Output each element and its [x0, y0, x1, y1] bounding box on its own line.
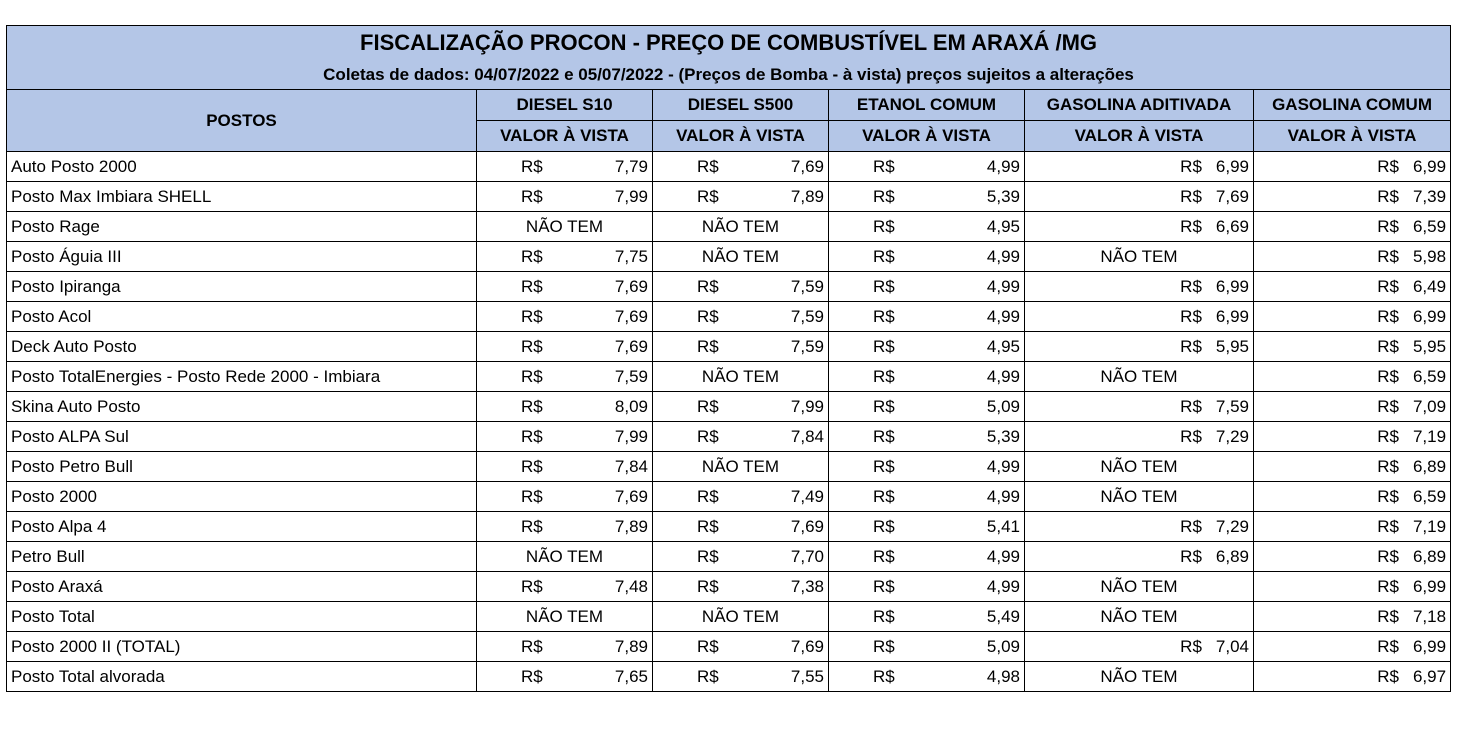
price-cell — [1254, 422, 1451, 452]
price-cell — [653, 662, 829, 692]
price-value: 7,69 — [790, 637, 824, 656]
header-postos: POSTOS — [7, 90, 477, 152]
price-cell: NÃO TEM — [477, 542, 653, 572]
price-value: 4,99 — [986, 547, 1020, 566]
station-name: Posto 2000 II (TOTAL) — [7, 632, 477, 662]
price-value: 6,59 — [1412, 487, 1447, 506]
currency-symbol: R$ — [697, 187, 719, 206]
price-cell — [653, 482, 829, 512]
station-name: Posto Alpa 4 — [7, 512, 477, 542]
price-value: 6,99 — [1215, 277, 1249, 296]
currency-symbol: R$ — [1377, 337, 1399, 356]
subheader-valor-a-vista: VALOR À VISTA — [1025, 121, 1254, 152]
price-cell — [829, 212, 1025, 242]
currency-symbol: R$ — [1377, 577, 1399, 596]
price-cell: NÃO TEM — [1025, 482, 1254, 512]
table-row — [7, 422, 1451, 452]
table-row — [7, 212, 1451, 242]
price-cell — [653, 422, 829, 452]
table-row — [7, 242, 1451, 272]
price-value: 7,59 — [1215, 397, 1249, 416]
station-name: Petro Bull — [7, 542, 477, 572]
price-value: 7,55 — [790, 667, 824, 686]
price-value: 7,18 — [1412, 607, 1447, 626]
price-value: 7,79 — [614, 157, 648, 176]
currency-symbol: R$ — [873, 487, 895, 506]
table-row — [7, 572, 1451, 602]
price-cell — [829, 452, 1025, 482]
currency-symbol: R$ — [521, 277, 543, 296]
price-value: 6,99 — [1412, 307, 1447, 326]
price-value: 4,99 — [986, 307, 1020, 326]
price-value: 7,75 — [614, 247, 648, 266]
table-row — [7, 332, 1451, 362]
price-value: 7,89 — [614, 517, 648, 536]
price-value: 4,99 — [986, 457, 1020, 476]
currency-symbol: R$ — [1180, 517, 1202, 536]
price-value: 7,29 — [1215, 427, 1249, 446]
currency-symbol: R$ — [521, 157, 543, 176]
price-cell — [1254, 632, 1451, 662]
price-value: 6,59 — [1412, 367, 1447, 386]
price-cell — [477, 572, 653, 602]
station-name: Posto Águia III — [7, 242, 477, 272]
currency-symbol: R$ — [697, 547, 719, 566]
currency-symbol: R$ — [521, 457, 543, 476]
price-cell — [1254, 332, 1451, 362]
price-cell — [1254, 482, 1451, 512]
price-cell — [477, 152, 653, 182]
currency-symbol: R$ — [873, 397, 895, 416]
price-value: 7,38 — [790, 577, 824, 596]
price-value: 7,59 — [614, 367, 648, 386]
station-name: Posto ALPA Sul — [7, 422, 477, 452]
price-cell — [1254, 392, 1451, 422]
currency-symbol: R$ — [873, 667, 895, 686]
table-title: FISCALIZAÇÃO PROCON - PREÇO DE COMBUSTÍVEL EM ARAXÁ /MG — [7, 26, 1451, 61]
currency-symbol: R$ — [1180, 397, 1202, 416]
currency-symbol: R$ — [873, 607, 895, 626]
currency-symbol: R$ — [1180, 307, 1202, 326]
price-cell — [1254, 512, 1451, 542]
price-value: 6,89 — [1412, 457, 1447, 476]
currency-symbol: R$ — [521, 397, 543, 416]
price-cell — [829, 392, 1025, 422]
price-cell: NÃO TEM — [653, 212, 829, 242]
currency-symbol: R$ — [521, 667, 543, 686]
price-cell — [829, 482, 1025, 512]
price-cell — [1254, 182, 1451, 212]
price-cell — [1254, 452, 1451, 482]
price-cell — [1025, 152, 1254, 182]
currency-symbol: R$ — [697, 307, 719, 326]
price-cell — [477, 302, 653, 332]
header-diesel-s10: DIESEL S10 — [477, 90, 653, 121]
price-value: 6,89 — [1215, 547, 1249, 566]
price-value: 7,89 — [790, 187, 824, 206]
currency-symbol: R$ — [1377, 217, 1399, 236]
price-value: 7,99 — [614, 427, 648, 446]
price-cell — [653, 332, 829, 362]
table-row — [7, 392, 1451, 422]
currency-symbol: R$ — [873, 517, 895, 536]
price-cell — [1025, 392, 1254, 422]
price-value: 6,89 — [1412, 547, 1447, 566]
currency-symbol: R$ — [873, 307, 895, 326]
currency-symbol: R$ — [1377, 187, 1399, 206]
header-gasolina-comum: GASOLINA COMUM — [1254, 90, 1451, 121]
price-value: 7,59 — [790, 307, 824, 326]
price-cell — [1254, 572, 1451, 602]
currency-symbol: R$ — [873, 427, 895, 446]
currency-symbol: R$ — [1180, 547, 1202, 566]
price-cell — [829, 512, 1025, 542]
currency-symbol: R$ — [521, 367, 543, 386]
price-value: 6,99 — [1215, 157, 1249, 176]
price-cell — [829, 602, 1025, 632]
price-cell — [1254, 272, 1451, 302]
currency-symbol: R$ — [873, 157, 895, 176]
header-diesel-s500: DIESEL S500 — [653, 90, 829, 121]
table-row — [7, 152, 1451, 182]
table-row — [7, 272, 1451, 302]
station-name: Posto Petro Bull — [7, 452, 477, 482]
price-cell — [1254, 602, 1451, 632]
price-cell — [1025, 542, 1254, 572]
station-name: Posto Acol — [7, 302, 477, 332]
subheader-valor-a-vista: VALOR À VISTA — [477, 121, 653, 152]
station-name: Posto Total alvorada — [7, 662, 477, 692]
table-subtitle: Coletas de dados: 04/07/2022 e 05/07/2022 - (Preços de Bomba - à vista) preços sujeitos a alterações — [7, 60, 1451, 90]
price-value: 7,69 — [790, 157, 824, 176]
price-cell — [1025, 182, 1254, 212]
price-cell — [477, 182, 653, 212]
currency-symbol: R$ — [521, 487, 543, 506]
header-etanol-comum: ETANOL COMUM — [829, 90, 1025, 121]
currency-symbol: R$ — [1377, 517, 1399, 536]
currency-symbol: R$ — [873, 187, 895, 206]
currency-symbol: R$ — [873, 247, 895, 266]
price-value: 7,69 — [1215, 187, 1249, 206]
currency-symbol: R$ — [873, 277, 895, 296]
price-cell — [829, 632, 1025, 662]
price-value: 4,99 — [986, 487, 1020, 506]
currency-symbol: R$ — [1377, 547, 1399, 566]
subheader-valor-a-vista: VALOR À VISTA — [1254, 121, 1451, 152]
price-value: 6,99 — [1412, 577, 1447, 596]
currency-symbol: R$ — [873, 367, 895, 386]
price-value: 7,29 — [1215, 517, 1249, 536]
price-value: 7,69 — [614, 487, 648, 506]
currency-symbol: R$ — [873, 577, 895, 596]
currency-symbol: R$ — [1377, 367, 1399, 386]
currency-symbol: R$ — [1180, 187, 1202, 206]
price-cell — [653, 572, 829, 602]
currency-symbol: R$ — [521, 637, 543, 656]
price-value: 5,41 — [986, 517, 1020, 536]
station-name: Posto Ipiranga — [7, 272, 477, 302]
price-value: 6,99 — [1215, 307, 1249, 326]
currency-symbol: R$ — [873, 547, 895, 566]
price-cell — [1254, 362, 1451, 392]
currency-symbol: R$ — [1377, 607, 1399, 626]
price-value: 4,99 — [986, 157, 1020, 176]
price-cell: NÃO TEM — [1025, 662, 1254, 692]
price-cell — [477, 362, 653, 392]
price-value: 8,09 — [614, 397, 648, 416]
price-cell — [477, 242, 653, 272]
price-value: 6,59 — [1412, 217, 1447, 236]
price-value: 6,49 — [1412, 277, 1447, 296]
price-cell — [477, 332, 653, 362]
currency-symbol: R$ — [697, 487, 719, 506]
currency-symbol: R$ — [521, 307, 543, 326]
station-name: Posto Araxá — [7, 572, 477, 602]
price-cell — [1254, 662, 1451, 692]
price-cell — [653, 542, 829, 572]
price-cell — [829, 242, 1025, 272]
price-cell: NÃO TEM — [477, 212, 653, 242]
table-row — [7, 662, 1451, 692]
table-row — [7, 302, 1451, 332]
price-value: 4,99 — [986, 577, 1020, 596]
table-row — [7, 512, 1451, 542]
price-value: 7,99 — [790, 397, 824, 416]
currency-symbol: R$ — [873, 217, 895, 236]
price-cell: NÃO TEM — [653, 362, 829, 392]
price-value: 5,49 — [986, 607, 1020, 626]
price-value: 7,69 — [614, 277, 648, 296]
price-value: 6,69 — [1215, 217, 1249, 236]
price-cell — [1025, 212, 1254, 242]
price-value: 4,99 — [986, 247, 1020, 266]
price-value: 6,99 — [1412, 157, 1447, 176]
currency-symbol: R$ — [1180, 637, 1202, 656]
currency-symbol: R$ — [1377, 637, 1399, 656]
price-cell — [829, 362, 1025, 392]
header-gasolina-aditivada: GASOLINA ADITIVADA — [1025, 90, 1254, 121]
price-cell — [653, 512, 829, 542]
currency-symbol: R$ — [1377, 427, 1399, 446]
price-value: 7,09 — [1412, 397, 1447, 416]
price-cell — [653, 392, 829, 422]
price-cell — [653, 302, 829, 332]
price-cell — [829, 272, 1025, 302]
price-cell — [477, 662, 653, 692]
price-cell — [829, 422, 1025, 452]
price-cell — [829, 182, 1025, 212]
currency-symbol: R$ — [873, 457, 895, 476]
subheader-valor-a-vista: VALOR À VISTA — [829, 121, 1025, 152]
price-cell — [477, 392, 653, 422]
station-name: Posto Total — [7, 602, 477, 632]
currency-symbol: R$ — [873, 637, 895, 656]
price-cell: NÃO TEM — [653, 452, 829, 482]
price-cell — [1254, 242, 1451, 272]
price-cell — [653, 272, 829, 302]
currency-symbol: R$ — [697, 337, 719, 356]
price-cell: NÃO TEM — [1025, 602, 1254, 632]
currency-symbol: R$ — [1180, 277, 1202, 296]
station-name: Posto Max Imbiara SHELL — [7, 182, 477, 212]
currency-symbol: R$ — [697, 157, 719, 176]
price-value: 7,84 — [790, 427, 824, 446]
price-cell — [477, 482, 653, 512]
price-value: 7,70 — [790, 547, 824, 566]
station-name: Posto TotalEnergies - Posto Rede 2000 - Imbiara — [7, 362, 477, 392]
station-name: Deck Auto Posto — [7, 332, 477, 362]
price-cell — [477, 452, 653, 482]
fuel-price-table — [6, 25, 1451, 692]
price-cell: NÃO TEM — [1025, 362, 1254, 392]
price-cell — [1254, 542, 1451, 572]
currency-symbol: R$ — [697, 637, 719, 656]
station-name: Posto Rage — [7, 212, 477, 242]
price-value: 7,59 — [790, 277, 824, 296]
currency-symbol: R$ — [1180, 157, 1202, 176]
currency-symbol: R$ — [1180, 337, 1202, 356]
price-cell — [477, 422, 653, 452]
price-cell: NÃO TEM — [653, 602, 829, 632]
currency-symbol: R$ — [1377, 247, 1399, 266]
price-cell — [1025, 512, 1254, 542]
table-row — [7, 602, 1451, 632]
table-row — [7, 482, 1451, 512]
price-value: 7,04 — [1215, 637, 1249, 656]
subheader-valor-a-vista: VALOR À VISTA — [653, 121, 829, 152]
currency-symbol: R$ — [521, 247, 543, 266]
currency-symbol: R$ — [1377, 157, 1399, 176]
price-value: 7,39 — [1412, 187, 1447, 206]
currency-symbol: R$ — [521, 427, 543, 446]
price-cell — [653, 152, 829, 182]
price-cell — [1025, 302, 1254, 332]
price-cell — [1025, 332, 1254, 362]
currency-symbol: R$ — [697, 667, 719, 686]
price-value: 7,99 — [614, 187, 648, 206]
price-value: 5,39 — [986, 427, 1020, 446]
table-row — [7, 632, 1451, 662]
currency-symbol: R$ — [1377, 307, 1399, 326]
price-value: 4,95 — [986, 337, 1020, 356]
price-value: 7,69 — [614, 307, 648, 326]
currency-symbol: R$ — [697, 427, 719, 446]
currency-symbol: R$ — [1377, 277, 1399, 296]
price-cell — [829, 332, 1025, 362]
station-name: Auto Posto 2000 — [7, 152, 477, 182]
currency-symbol: R$ — [697, 517, 719, 536]
price-cell — [477, 512, 653, 542]
price-value: 6,99 — [1412, 637, 1447, 656]
price-cell: NÃO TEM — [1025, 452, 1254, 482]
price-cell — [653, 632, 829, 662]
price-cell: NÃO TEM — [1025, 242, 1254, 272]
table-row — [7, 182, 1451, 212]
price-value: 7,19 — [1412, 427, 1447, 446]
price-value: 6,97 — [1412, 667, 1447, 686]
price-value: 4,95 — [986, 217, 1020, 236]
price-cell — [1025, 422, 1254, 452]
price-value: 5,98 — [1412, 247, 1447, 266]
price-cell: NÃO TEM — [653, 242, 829, 272]
currency-symbol: R$ — [697, 577, 719, 596]
currency-symbol: R$ — [521, 187, 543, 206]
price-cell — [1025, 272, 1254, 302]
table-row — [7, 452, 1451, 482]
currency-symbol: R$ — [521, 517, 543, 536]
station-name: Posto 2000 — [7, 482, 477, 512]
currency-symbol: R$ — [521, 577, 543, 596]
price-cell — [1254, 302, 1451, 332]
price-cell — [829, 662, 1025, 692]
price-cell — [477, 272, 653, 302]
currency-symbol: R$ — [697, 397, 719, 416]
price-value: 7,59 — [790, 337, 824, 356]
price-cell — [477, 632, 653, 662]
currency-symbol: R$ — [1377, 457, 1399, 476]
price-value: 4,99 — [986, 277, 1020, 296]
price-value: 5,95 — [1215, 337, 1249, 356]
price-cell — [829, 302, 1025, 332]
price-cell — [829, 572, 1025, 602]
price-cell — [829, 542, 1025, 572]
price-value: 7,84 — [614, 457, 648, 476]
price-cell — [829, 152, 1025, 182]
price-value: 5,95 — [1412, 337, 1447, 356]
price-value: 7,65 — [614, 667, 648, 686]
price-cell: NÃO TEM — [477, 602, 653, 632]
table-row — [7, 362, 1451, 392]
price-value: 4,99 — [986, 367, 1020, 386]
currency-symbol: R$ — [1180, 427, 1202, 446]
table-row — [7, 542, 1451, 572]
price-value: 5,09 — [986, 637, 1020, 656]
station-name: Skina Auto Posto — [7, 392, 477, 422]
price-value: 7,69 — [790, 517, 824, 536]
price-cell — [653, 182, 829, 212]
currency-symbol: R$ — [873, 337, 895, 356]
currency-symbol: R$ — [521, 337, 543, 356]
currency-symbol: R$ — [1377, 667, 1399, 686]
price-cell — [1254, 152, 1451, 182]
price-value: 4,98 — [986, 667, 1020, 686]
price-value: 7,89 — [614, 637, 648, 656]
currency-symbol: R$ — [1180, 217, 1202, 236]
currency-symbol: R$ — [1377, 397, 1399, 416]
price-value: 5,09 — [986, 397, 1020, 416]
price-value: 7,49 — [790, 487, 824, 506]
currency-symbol: R$ — [1377, 487, 1399, 506]
price-value: 7,69 — [614, 337, 648, 356]
price-value: 7,19 — [1412, 517, 1447, 536]
price-cell — [1254, 212, 1451, 242]
price-value: 5,39 — [986, 187, 1020, 206]
price-table-container — [6, 25, 1451, 692]
price-cell: NÃO TEM — [1025, 572, 1254, 602]
price-cell — [1025, 632, 1254, 662]
price-value: 7,48 — [614, 577, 648, 596]
currency-symbol: R$ — [697, 277, 719, 296]
